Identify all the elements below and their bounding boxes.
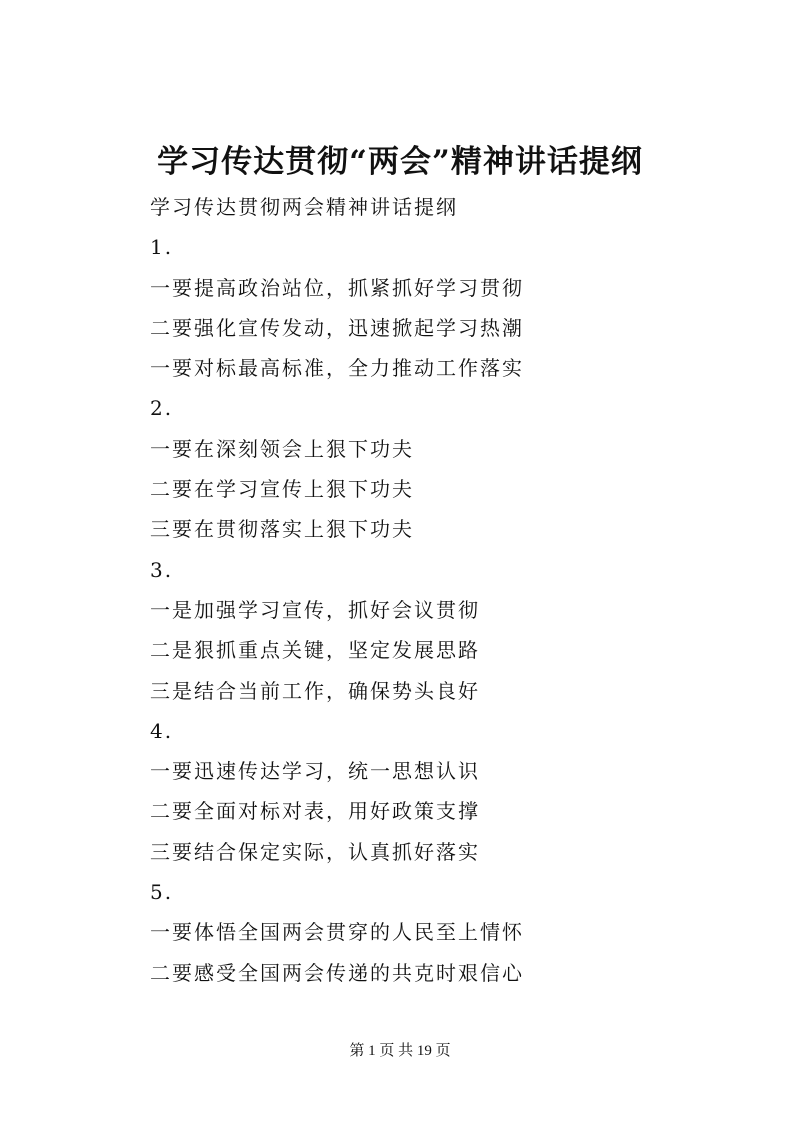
section-number: 2. bbox=[150, 396, 174, 421]
paragraph-line: 二要在学习宣传上狠下功夫 bbox=[150, 477, 414, 502]
paragraph-line: 二是狠抓重点关键，坚定发展思路 bbox=[150, 638, 480, 663]
paragraph-line: 三是结合当前工作，确保势头良好 bbox=[150, 678, 480, 703]
paragraph-line: 一要在深刻领会上狠下功夫 bbox=[150, 436, 414, 461]
paragraph-line: 一要对标最高标准，全力推动工作落实 bbox=[150, 356, 524, 381]
paragraph-line: 一要体悟全国两会贯穿的人民至上情怀 bbox=[150, 920, 524, 945]
paragraph-line: 三要在贯彻落实上狠下功夫 bbox=[150, 517, 414, 542]
section-number: 4. bbox=[150, 718, 174, 743]
section-number: 1. bbox=[150, 235, 174, 260]
page-footer: 第 1 页 共 19 页 bbox=[349, 1043, 451, 1059]
paragraph-line: 二要全面对标对表，用好政策支撑 bbox=[150, 799, 480, 824]
paragraph-line: 二要感受全国两会传递的共克时艰信心 bbox=[150, 960, 524, 985]
paragraph-line: 一要迅速传达学习，统一思想认识 bbox=[150, 759, 480, 784]
section-number: 3. bbox=[150, 557, 174, 582]
paragraph-line: 三要结合保定实际，认真抓好落实 bbox=[150, 839, 480, 864]
paragraph-line: 二要强化宣传发动，迅速掀起学习热潮 bbox=[150, 315, 524, 340]
document-title: 学习传达贯彻“两会”精神讲话提纲 bbox=[157, 144, 643, 180]
paragraph-line: 一要提高政治站位，抓紧抓好学习贯彻 bbox=[150, 275, 524, 300]
paragraph-line: 一是加强学习宣传，抓好会议贯彻 bbox=[150, 597, 480, 622]
section-number: 5. bbox=[150, 880, 174, 905]
subtitle-line: 学习传达贯彻两会精神讲话提纲 bbox=[150, 195, 458, 219]
document-body bbox=[150, 187, 750, 993]
